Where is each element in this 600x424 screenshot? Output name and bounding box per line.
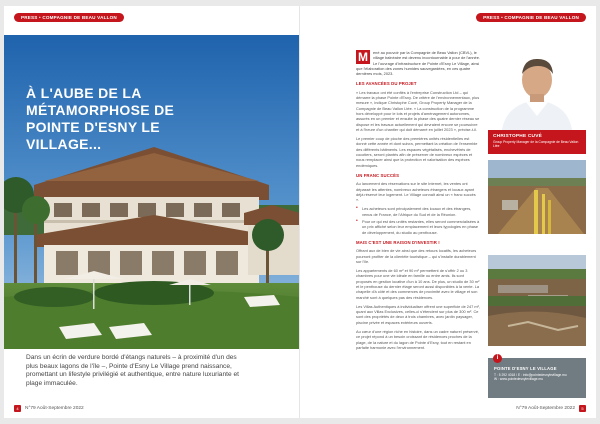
construction-photo (488, 160, 586, 234)
villa-illustration (4, 35, 300, 349)
folio-left (14, 405, 84, 412)
paragraph: Les appartements de 60 m² et 90 m² permettent de s'offrir 2 ou 3 chambres pour une vie idéale en famille ou entre amis. Ils sont proposés en gestion locative d'un à 10 ans. De plus, un studio de 30 m² et le penthouse du dernier étage seront aussi disponibles à la vente. La chapelle d'à côté et des commerces de proximité avec le village et son marché sont à quelques pas des résidences. (356, 268, 480, 300)
profile-name: CHRISTOPHE CUVÉ (493, 134, 543, 139)
infobox-website: W : www.pointedesnylevillage.mu (494, 377, 543, 382)
list-item: • Pour ce qui est des unités restantes, elles seront commercialisées à un prix affiché selon leur emplacement et leurs typologies en phase de développement, du studio au penthouse. (356, 219, 480, 235)
infobox-title: POINTE D'ESNY LE VILLAGE (494, 366, 557, 371)
drop-cap: M (358, 50, 368, 64)
intro-paragraph: ené au pouvoir par la Compagnie de Beau Vallon (CBVL), le village balnéaire est devenu incontournable à pour de l'année. Le l'ouvrage d'infrastructure de Pointe d'Esny Le Village, ainsi que l'élaboration des zones humides sauvegardées, en ces quatre dernières mois, 2023. (356, 50, 480, 77)
hero-image (4, 35, 300, 349)
page-number: 5 (579, 405, 586, 412)
profile-role: Group Property Manager de la Compagnie de Beau Vallon Ltée (493, 140, 579, 149)
paragraph: Les Villas Authentiques à individualiser offrent une superficie de 247 m², quant aux Villas Exclusives, celles-ci s'étendent sur plus de 300 m². Ce sont des propriétés de deux à trois chambres, avec jardin paysager, piscine privée et espaces extérieurs ouverts. (356, 303, 480, 325)
page-number: 4 (14, 405, 21, 412)
article-body (356, 50, 480, 354)
subheading: MAIS C'EST UNE RAISON D'INVESTIR ! (356, 239, 440, 245)
info-icon: i (493, 354, 502, 363)
paragraph: Offrant aux de bien de vie ainsi que des retours locatifs, les acheteurs pourront profiter de la clientèle touristique – qui s'installe durablement sur l'île. (356, 248, 477, 264)
profile-name-box (488, 130, 586, 154)
subheading: UN FRANC SUCCÈS (356, 172, 400, 178)
earthworks-photo (488, 296, 586, 346)
list-item: • Les acheteurs sont principalement des locaux et des étrangers, venus de France, de l'Afrique du Sud et de la Réunion. (356, 206, 480, 217)
article-caption: Dans un écrin de verdure bordé d'étangs naturels – à proximité d'un des plus beaux lagons de l'île –, Pointe d'Esny Le Village prend naissance, promettant un lifestyle privilégié et authentique, entre nature luxuriante et plage immaculée. (26, 354, 239, 387)
portrait-photo (488, 44, 586, 130)
section-tag: PRESS • COMPAGNIE DE BEAU VALLON (476, 13, 586, 22)
contact-infobox (488, 355, 586, 398)
issue-label: N°79 Août-Septembre 2022 (516, 406, 575, 411)
paragraph: Le premier coup de pioche des premières unités résidentielles est donné cette année et dont suivra, permettant la création de l'ensemble des différents bâtiments. Les espaces végétalisés, enchevêtrés de cocotiers, seront plantés afin de préserver de nombreux espèces et nous remplacer ainsi que la protection et valorisation des espèces endémiques. (356, 136, 478, 168)
paragraph: « Les travaux ont été confiés à l'entreprise Construction Ltd – qui démarre la phase Pointe d'Esny. De critère de l'environnementaux, plus mesure », indique Christophe Cuvé, Group Property Manager de la Compagnie de Beau Vallon Ltée. « La construction de la programme hors développé pour le lots et projets d'aménagement autonomes, assurés en un premier et ensuite la phase des quatre dernier réseau se dispose et les travaux actuellement qui devraient encore se poursuivre et à l'heure d'un chantier qui doit démarré en juillet 2023 », précise-t-il. (356, 89, 480, 132)
profile-card (488, 44, 586, 154)
right-page (300, 6, 596, 418)
section-tag: PRESS • COMPAGNIE DE BEAU VALLON (14, 13, 124, 22)
article-title: À L'AUBE DE LA MÉTAMORPHOSE DE POINTE D'ESNY LE VILLAGE... (26, 85, 175, 152)
subheading: LES AVANCÉES DU PROJET (356, 81, 417, 87)
paragraph: Au cœur d'une région riche en histoire, dans un cadre naturel préservé, ce projet répond à un besoin croissant de résidences proches de la plage, de la nature et du lagon de Pointe d'Esny, tout en restant en parfaite harmonie avec l'environnement. (356, 329, 479, 350)
paragraph: Au lancement des réservations sur le site Internet, les ventes ont dépassé les attentes, nombreux acheteurs étrangers et locaux ayant déjà réservé leur logement. Le Village connaît ainsi un « franc succès ». (356, 181, 476, 203)
left-page (4, 6, 300, 418)
folio-right (516, 405, 586, 412)
bullet-list (356, 206, 480, 234)
issue-label: N°79 Août-Septembre 2022 (25, 406, 84, 411)
infobox-contact: T : 5 292 4018 / E : info@pointedesnylevillage.mu (494, 373, 567, 377)
magazine-spread (4, 6, 596, 418)
